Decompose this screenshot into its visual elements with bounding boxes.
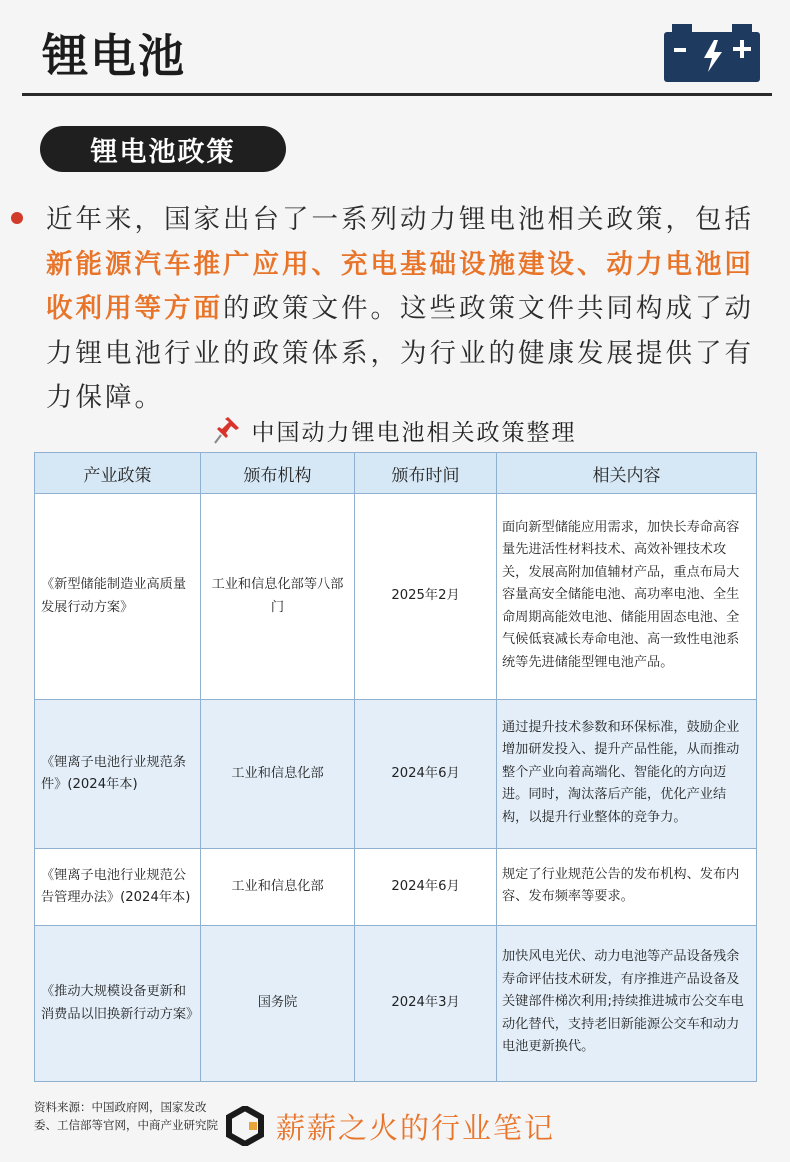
- policy-name: 《锂离子电池行业规范公告管理办法》(2024年本): [35, 849, 201, 926]
- bullet-dot: [11, 212, 23, 224]
- intro-text-after: 的政策文件。这些政策文件共同构成了动力锂电池行业的政策体系，为行业的健康发展提供了有力保障。: [46, 293, 754, 413]
- brand-name: 薪薪之火的行业笔记: [276, 1111, 556, 1145]
- source-note: 资料来源：中国政府网，国家发改委、工信部等官网，中商产业研究院: [34, 1100, 218, 1132]
- policy-name: 《推动大规模设备更新和消费品以旧换新行动方案》: [35, 926, 201, 1082]
- page-title: 锂电池: [42, 29, 186, 83]
- table-row: [35, 494, 757, 700]
- section-label: 锂电池政策: [40, 126, 286, 172]
- intro-paragraph: [46, 198, 770, 421]
- policy-content: 规定了行业规范公告的发布机构、发布内容、发布频率等要求。: [497, 849, 757, 926]
- policy-date: 2024年3月: [355, 926, 497, 1082]
- policy-agency: 工业和信息化部: [201, 849, 355, 926]
- policy-content: 通过提升技术参数和环保标准，鼓励企业增加研发投入、提升产品性能，从而推动整个产业向着高端化、智能化的方向迈进。同时，淘汰落后产能，优化产业结构，以提升行业整体的竞争力。: [497, 700, 757, 849]
- policy-table: [34, 452, 757, 1082]
- column-header: 产业政策: [35, 453, 201, 494]
- policy-content: 加快风电光伏、动力电池等产品设备残余寿命评估技术研发，有序推进产品设备及关键部件梯次利用;持续推进城市公交车电动化替代，支持老旧新能源公交车和动力电池更新换代。: [497, 926, 757, 1082]
- table-title: 中国动力锂电池相关政策整理: [251, 420, 577, 446]
- policy-date: 2024年6月: [355, 700, 497, 849]
- policy-content: 面向新型储能应用需求，加快长寿命高容量先进活性材料技术、高效补锂技术攻关，发展高附加值辅材产品，重点布局大容量高安全储能电池、高功率电池、全生命周期高能效电池、储能用固态电池、全气候低衰减长寿命电池、高一致性电池系统等先进储能型锂电池产品。: [497, 494, 757, 700]
- pushpin-icon: [214, 416, 240, 444]
- brand-logo-icon: [226, 1106, 264, 1146]
- column-header: 颁布时间: [355, 453, 497, 494]
- policy-name: 《锂离子电池行业规范条件》(2024年本): [35, 700, 201, 849]
- table-row: [35, 849, 757, 926]
- intro-highlight: 新能源汽车推广应用、充电基础设施建设、动力电池回收利用等方面: [46, 248, 754, 324]
- table-row: [35, 700, 757, 849]
- policy-agency: 工业和信息化部: [201, 700, 355, 849]
- policy-name: 《新型储能制造业高质量发展行动方案》: [35, 494, 201, 700]
- header-divider: [22, 93, 772, 96]
- policy-agency: 工业和信息化部等八部门: [201, 494, 355, 700]
- column-header: 颁布机构: [201, 453, 355, 494]
- table-title-row: [0, 414, 790, 447]
- column-header: 相关内容: [497, 453, 757, 494]
- intro-text-before: 近年来，国家出台了一系列动力锂电池相关政策，包括: [46, 204, 754, 235]
- battery-icon: [664, 24, 760, 82]
- policy-date: 2025年2月: [355, 494, 497, 700]
- table-row: [35, 926, 757, 1082]
- page-header: [0, 0, 790, 96]
- table-header-row: [35, 453, 757, 494]
- policy-date: 2024年6月: [355, 849, 497, 926]
- policy-agency: 国务院: [201, 926, 355, 1082]
